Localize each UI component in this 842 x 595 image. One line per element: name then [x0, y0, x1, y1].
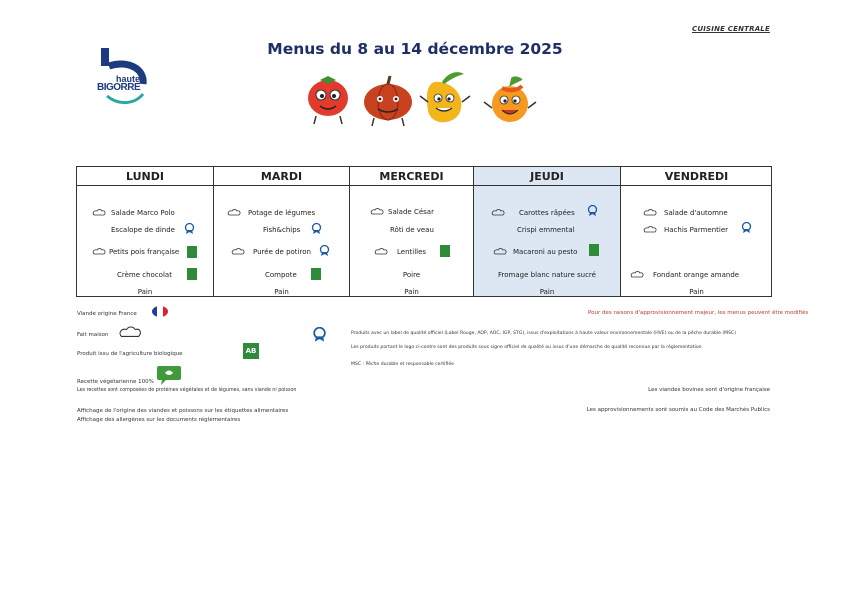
- legend-origin-label: Viande origine France: [77, 311, 137, 317]
- day-header: VENDREDI: [621, 167, 772, 186]
- menu-item-side: Purée de potiron: [253, 248, 311, 256]
- legend-organic-label: Produit issu de l'agriculture biologique: [77, 351, 183, 357]
- menu-item-bread: Pain: [404, 288, 419, 296]
- menu-item-bread: Pain: [137, 288, 153, 296]
- homemade-hat-icon: [643, 226, 657, 234]
- menu-item-dessert: Crème chocolat: [117, 271, 172, 279]
- menu-item-starter: Salade d'automne: [664, 209, 728, 217]
- day-column-lundi: [77, 167, 214, 296]
- menu-item-bread: Pain: [539, 288, 555, 296]
- menu-item-bread: Pain: [689, 288, 704, 296]
- menu-item-dessert: Fromage blanc nature sucré: [498, 271, 596, 279]
- label-note-3: MSC : Pêche durable et responsable certifiée: [351, 362, 455, 367]
- day-header: LUNDI: [77, 167, 213, 186]
- label-note-2: Les produits portant le logo ci-contre sont des produits sous signe officiel de qualité ou issus d'une démarche de qualité reconnue par la réglementation: [351, 345, 702, 350]
- fruit-mascots-illustration: [302, 66, 542, 130]
- homemade-hat-icon: [491, 209, 505, 217]
- organic-ab-icon: [187, 246, 197, 258]
- menu-change-warning: Pour des raisons d'approvisionnement majeur, les menus peuvent être modifiés: [588, 310, 809, 316]
- legend-display-allergens: Affichage des allergènes sur les documents réglementaires: [77, 417, 241, 423]
- day-header: JEUDI: [474, 167, 620, 186]
- pumpkin-mascot-icon: [364, 76, 412, 126]
- quality-label-icon: [312, 327, 327, 343]
- weekly-menu-table: [76, 166, 772, 297]
- legend-display-origin: Affichage de l'origine des viandes et poissons sur les étiquettes alimentaires: [77, 408, 289, 414]
- homemade-hat-icon: [374, 248, 388, 256]
- homemade-hat-icon: [92, 209, 106, 217]
- day-column-mercredi: [350, 167, 474, 296]
- menu-item-side: Macaroni au pesto: [513, 248, 578, 256]
- organic-ab-icon: [440, 245, 450, 257]
- menu-item-main: Escalope de dinde: [111, 226, 175, 234]
- apple-mascot-icon: [484, 77, 536, 122]
- menu-item-starter: Salade Marco Polo: [111, 209, 175, 217]
- supply-note: Les approvisionnements sont soumis au Code des Marchés Publics: [586, 407, 770, 413]
- haute-bigorre-logo: [97, 44, 153, 106]
- menu-item-starter: Potage de légumes: [248, 209, 316, 217]
- menu-item-side: Lentilles: [397, 248, 427, 256]
- page-title: Menus du 8 au 14 décembre 2025: [267, 40, 563, 58]
- veggie-speech-icon: [156, 364, 182, 386]
- homemade-hat-icon: [92, 248, 106, 256]
- menu-item-main: Crispi emmental: [517, 226, 575, 234]
- menu-item-main: Hachis Parmentier: [664, 226, 729, 234]
- quality-label-icon: [319, 245, 330, 257]
- legend-veggie-desc: Les recettes sont composées de protéines végétales et de légumes, sans viande ni poisson: [77, 388, 297, 393]
- quality-label-icon: [184, 223, 195, 235]
- homemade-hat-icon: [231, 248, 245, 256]
- logo-line1: haute: [116, 74, 141, 84]
- menu-item-dessert: Fondant orange amande: [653, 271, 740, 279]
- organic-ab-icon: [311, 268, 321, 280]
- homemade-hat-icon: [630, 271, 644, 279]
- quality-label-icon: [587, 205, 598, 217]
- day-header: MARDI: [214, 167, 349, 186]
- homemade-hat-icon: [370, 208, 384, 216]
- day-column-jeudi: [474, 167, 621, 296]
- homemade-hat-icon: [227, 209, 241, 217]
- menu-item-dessert: Poire: [402, 271, 421, 279]
- organic-ab-logo: AB: [243, 343, 259, 359]
- france-flag-icon: [152, 306, 168, 317]
- menu-item-starter: Salade César: [388, 208, 434, 216]
- homemade-hat-icon: [493, 248, 507, 256]
- tomato-mascot-icon: [308, 76, 348, 124]
- beef-origin-note: Les viandes bovines sont d'origine française: [648, 387, 770, 393]
- legend-veggie-title: Recette végétarienne 100%: [77, 379, 154, 385]
- legend-homemade-label: Fait maison: [77, 332, 109, 338]
- menu-item-dessert: Compote: [265, 271, 297, 279]
- day-column-mardi: [214, 167, 350, 296]
- logo-line2: BIGORRE: [97, 82, 141, 93]
- menu-item-bread: Pain: [274, 288, 289, 296]
- organic-ab-icon: [589, 244, 599, 256]
- kitchen-label: CUISINE CENTRALE: [692, 25, 770, 33]
- menu-item-main: Rôti de veau: [390, 226, 434, 234]
- label-note-1: Produits avec un label de qualité officiel (Label Rouge, AOP, AOC, IGP, STG), issus d'exploitations à haute valeur environnementale (HVE) ou de la pêche durable (MSC): [351, 331, 737, 336]
- homemade-hat-icon: [643, 209, 657, 217]
- quality-label-icon: [311, 223, 322, 235]
- organic-ab-icon: [187, 268, 197, 280]
- day-column-vendredi: [621, 167, 772, 296]
- mango-mascot-icon: [420, 72, 470, 122]
- day-header: MERCREDI: [350, 167, 473, 186]
- menu-item-side: Petits pois française: [109, 248, 180, 256]
- homemade-hat-icon: [118, 326, 142, 340]
- menu-item-starter: Carottes râpées: [519, 209, 575, 217]
- menu-item-main: Fish&chips: [263, 226, 301, 234]
- quality-label-icon: [741, 222, 752, 234]
